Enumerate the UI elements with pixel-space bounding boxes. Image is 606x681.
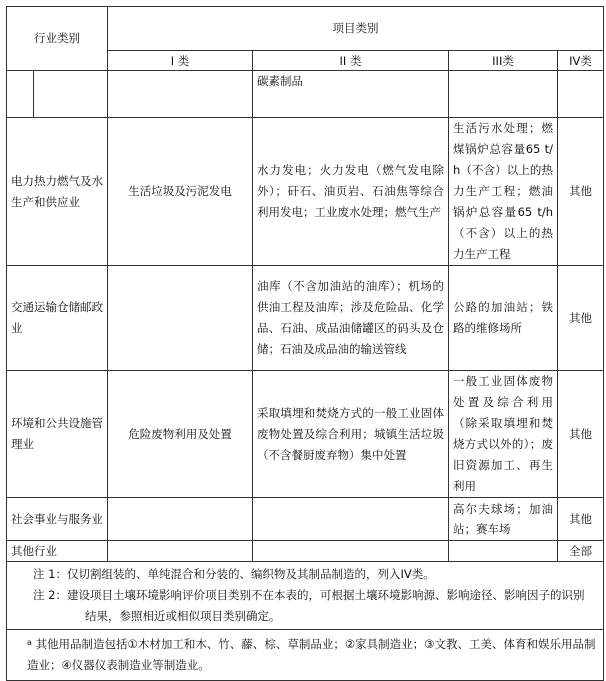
row5-class3	[449, 541, 558, 562]
header-class-1: I 类	[108, 51, 253, 71]
row4-class1	[108, 498, 253, 541]
footnote-text: 其他用品制造包括①木材加工和木、竹、藤、棕、草制品业；②家具制造业；③文教、工美、体育和娱乐用品制造业；④仪器仪表制造业等制造业。	[27, 637, 596, 672]
table-row-other	[7, 541, 604, 562]
header-project-category: 项目类别	[108, 7, 604, 51]
row0-class2: 碳素制品	[253, 71, 449, 118]
row0-class1	[108, 71, 253, 118]
row5-class4: 全部	[558, 541, 604, 562]
row3-class4: 其他	[558, 371, 604, 498]
header-row-1	[7, 7, 604, 51]
row4-class3: 高尔夫球场；加油站；赛车场	[449, 498, 558, 541]
row1-class4: 其他	[558, 118, 604, 266]
header-class-2: II 类	[253, 51, 449, 71]
row0-class3	[449, 71, 558, 118]
row2-industry: 交通运输仓储邮政业	[7, 266, 108, 371]
notes-row	[7, 562, 604, 630]
header-class-3: III类	[449, 51, 558, 71]
row3-class1: 危险废物利用及处置	[108, 371, 253, 498]
table-row-electricity	[7, 118, 604, 266]
notes-cell	[7, 562, 604, 630]
row4-class4: 其他	[558, 498, 604, 541]
row2-class4: 其他	[558, 266, 604, 371]
table-row-environment	[7, 371, 604, 498]
row4-class2	[253, 498, 449, 541]
row3-class2: 采取填埋和焚烧方式的一般工业固体废物处置及综合利用；城镇生活垃圾（不含餐厨废弃物）集中处置	[253, 371, 449, 498]
note-2: 注 2：建设项目土壤环境影响评价项目类别不在本表的，可根据土壤环境影响源、影响途径、影响因子的识别结果，参照相近或相似项目类别确定。	[33, 588, 585, 623]
row1-class3: 生活污水处理；燃煤锅炉总容量65 t/h（不含）以上的热力生产工程；燃油锅炉总容量65 t/h（不含）以上的热力生产工程	[449, 118, 558, 266]
row0-class4	[558, 71, 604, 118]
row3-industry: 环境和公共设施管理业	[7, 371, 108, 498]
row5-class2	[253, 541, 449, 562]
row2-class1	[108, 266, 253, 371]
row0-industry	[34, 71, 108, 118]
header-class-4: IV类	[558, 51, 604, 71]
row2-class3: 公路的加油站；铁路的维修场所	[449, 266, 558, 371]
row1-industry: 电力热力燃气及水生产和供应业	[7, 118, 108, 266]
footnote	[27, 634, 599, 676]
row4-industry: 社会事业与服务业	[7, 498, 108, 541]
classification-table-container	[6, 6, 603, 681]
row0-blank-a	[7, 71, 34, 118]
table-row-social-services	[7, 498, 604, 541]
footnote-row	[7, 630, 604, 681]
project-category-table	[6, 6, 604, 681]
row5-class1	[108, 541, 253, 562]
note-1: 注 1：仅切割组装的、单纯混合和分装的、编织物及其制品制造的，列入IV类。	[33, 567, 435, 581]
row2-class2: 油库（不含加油站的油库）；机场的供油工程及油库；涉及危险品、化学品、石油、成品油储罐区的码头及仓储；石油及成品油的输送管线	[253, 266, 449, 371]
footnote-marker: a	[27, 638, 32, 647]
row1-class1: 生活垃圾及污泥发电	[108, 118, 253, 266]
header-industry: 行业类别	[7, 7, 108, 71]
row1-class2: 水力发电；火力发电（燃气发电除外）；矸石、油页岩、石油焦等综合利用发电；工业废水处理；燃气生产	[253, 118, 449, 266]
row5-industry: 其他行业	[7, 541, 108, 562]
table-row-carbon	[7, 71, 604, 118]
row3-class3: 一般工业固体废物处置及综合利用（除采取填埋和焚烧方式以外的）；废旧资源加工、再生利用	[449, 371, 558, 498]
footnote-cell	[7, 630, 604, 681]
table-row-transport	[7, 266, 604, 371]
